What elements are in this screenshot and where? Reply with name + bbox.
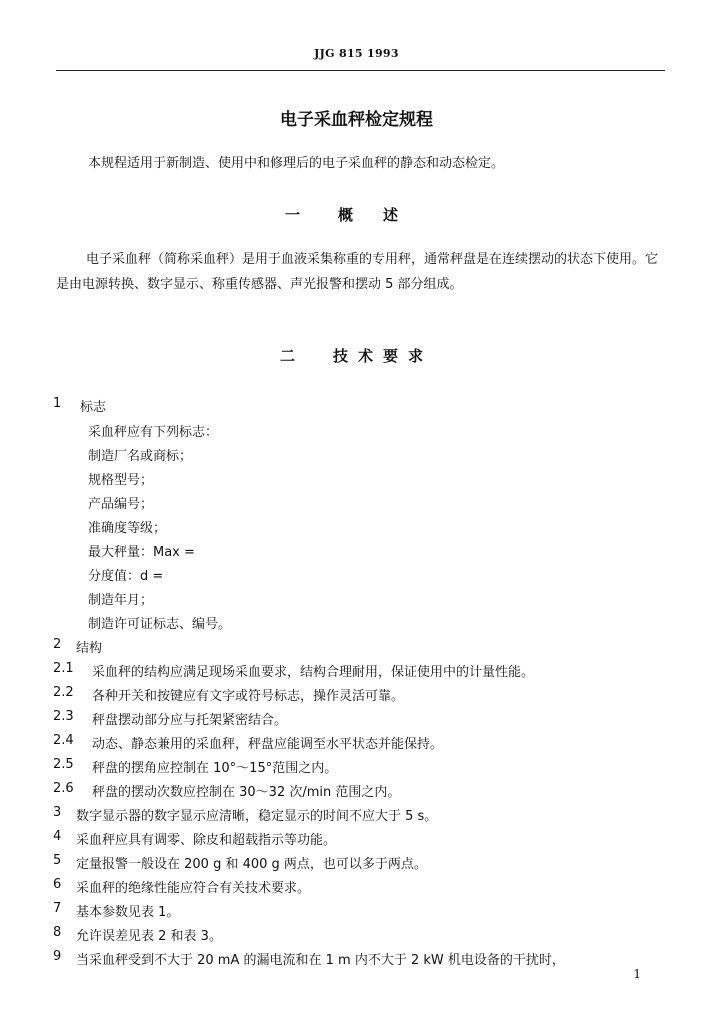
marking-line: 采血秤应有下列标志： bbox=[88, 425, 219, 440]
section-heading-overview bbox=[0, 204, 713, 225]
scope-statement: 本规程适用于新制造、使用中和修理后的电子采血秤的静态和动态检定。 bbox=[88, 156, 505, 171]
section-number: 二 bbox=[279, 347, 295, 365]
item-text: 结构 bbox=[76, 641, 103, 656]
item-text: 当采血秤受到不大于 20 mA 的漏电流和在 1 m 内不大于 2 kW 机电设备的干扰时， bbox=[76, 953, 565, 968]
item-text: 基本参数见表 1。 bbox=[76, 905, 180, 920]
item-text: 采血秤应具有调零、除皮和超载指示等功能。 bbox=[76, 833, 337, 848]
item-text: 各种开关和按键应有文字或符号标志，操作灵活可靠。 bbox=[92, 689, 405, 704]
document-title: 电子采血秤检定规程 bbox=[280, 110, 433, 130]
item-label: 2.1 bbox=[53, 661, 74, 676]
running-header: JJG 815 1993 bbox=[314, 47, 399, 60]
item-label: 1 bbox=[53, 396, 62, 411]
marking-line: 制造许可证标志、编号。 bbox=[88, 617, 232, 632]
item-text: 秤盘的摆角应控制在 10°～15°范围之内。 bbox=[92, 761, 338, 776]
marking-line: 规格型号； bbox=[88, 473, 154, 488]
item-label: 5 bbox=[53, 853, 62, 868]
marking-line: 制造厂名或商标； bbox=[88, 449, 193, 464]
item-label: 8 bbox=[53, 925, 62, 940]
item-text: 允许误差见表 2 和表 3。 bbox=[76, 929, 222, 944]
marking-line: 准确度等级； bbox=[88, 521, 167, 536]
item-label: 4 bbox=[53, 829, 62, 844]
item-text: 采血秤的绝缘性能应符合有关技术要求。 bbox=[76, 881, 311, 896]
item-heading: 标志 bbox=[80, 400, 107, 415]
marking-line: 分度值：d = bbox=[88, 569, 164, 584]
item-text: 数字显示器的数字显示应清晰，稳定显示的时间不应大于 5 s。 bbox=[76, 809, 438, 824]
item-text: 秤盘摆动部分应与托架紧密结合。 bbox=[92, 713, 288, 728]
marking-line: 最大秤量：Max = bbox=[88, 545, 195, 560]
item-label: 9 bbox=[53, 949, 62, 964]
section-title: 概述 bbox=[338, 206, 429, 224]
section-title: 技术要求 bbox=[333, 347, 434, 365]
item-label: 2.3 bbox=[53, 709, 74, 724]
marking-line: 产品编号； bbox=[88, 497, 154, 512]
overview-paragraph bbox=[56, 247, 668, 297]
section-number: 一 bbox=[284, 206, 300, 224]
item-text: 定量报警一般设在 200 g 和 400 g 两点，也可以多于两点。 bbox=[76, 857, 427, 872]
item-label: 6 bbox=[53, 877, 62, 892]
overview-text: 电子采血秤（简称采血秤）是用于血液采集称重的专用秤，通常秤盘是在连续摆动的状态下使用。它是由电源转换、数字显示、称重传感器、声光报警和摆动 5 部分组成。 bbox=[56, 252, 659, 292]
item-text: 采血秤的结构应满足现场采血要求，结构合理耐用，保证使用中的计量性能。 bbox=[92, 665, 535, 680]
item-text: 秤盘的摆动次数应控制在 30～32 次/min 范围之内。 bbox=[92, 785, 401, 800]
item-label: 2.4 bbox=[53, 733, 74, 748]
item-label: 2.2 bbox=[53, 685, 74, 700]
marking-line: 制造年月； bbox=[88, 593, 154, 608]
item-label: 7 bbox=[53, 901, 62, 916]
item-label: 2.6 bbox=[53, 781, 74, 796]
item-label: 3 bbox=[53, 805, 62, 820]
section-heading-technical-requirements bbox=[0, 345, 713, 366]
header-rule bbox=[56, 70, 665, 71]
page-number: 1 bbox=[633, 967, 641, 981]
item-text: 动态、静态兼用的采血秤，秤盘应能调至水平状态并能保持。 bbox=[92, 737, 444, 752]
item-label: 2.5 bbox=[53, 757, 74, 772]
item-label: 2 bbox=[53, 637, 62, 652]
